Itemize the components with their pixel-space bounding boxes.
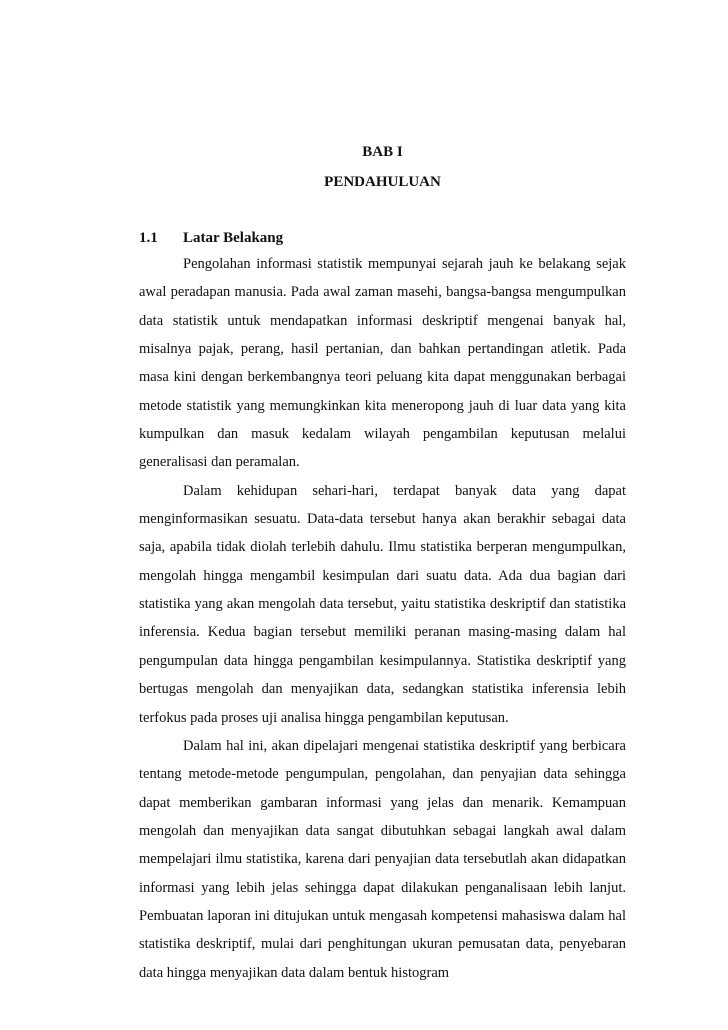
body-text <box>139 250 626 987</box>
section-heading <box>139 226 283 250</box>
chapter-title: PENDAHULUAN <box>324 174 441 190</box>
section-number: 1.1 <box>139 230 158 246</box>
section-title: Latar Belakang <box>183 230 284 246</box>
paragraph: Dalam kehidupan sehari-hari, terdapat banyak data yang dapat menginformasikan sesuatu. Data-data tersebut hanya akan berakhir sebagai data saja, apabila tidak diolah terlebih dahulu. Ilmu statistika berperan mengumpulkan, mengolah hingga mengambil kesimpulan dari suatu data. Ada dua bagian dari statistika yang akan mengolah data tersebut, yaitu statistika deskriptif dan statistika inferensia. Kedua bagian tersebut memiliki peranan masing-masing dalam hal pengumpulan data hingga pengambilan kesimpulannya. Statistika deskriptif yang bertugas mengolah dan menyajikan data, sedangkan statistika inferensia lebih terfokus pada proses uji analisa hingga pengambilan keputusan. <box>139 482 626 726</box>
chapter-heading: BAB I <box>362 144 403 160</box>
paragraph: Dalam hal ini, akan dipelajari mengenai statistika deskriptif yang berbicara tentang metode-metode pengumpulan, pengolahan, dan penyajian data sehingga dapat memberikan gambaran informasi yang jelas dan menarik. Kemampuan mengolah dan menyajikan data sangat dibutuhkan sebagai langkah awal dalam mempelajari ilmu statistika, karena dari penyajian data tersebutlah akan didapatkan informasi yang lebih jelas sehingga dapat dilakukan penganalisaan lebih lanjut. Pembuatan laporan ini ditujukan untuk mengasah kompetensi mahasiswa dalam hal statistika deskriptif, mulai dari penghitungan ukuran pemusatan data, penyebaran data hingga menyajikan data dalam bentuk histogram <box>139 737 626 981</box>
paragraph: Pengolahan informasi statistik mempunyai sejarah jauh ke belakang sejak awal peradapan manusia. Pada awal zaman masehi, bangsa-bangsa mengumpulkan data statistik untuk mendapatkan informasi deskriptif mengenai banyak hal, misalnya pajak, perang, hasil pertanian, dan bahkan pertandingan atletik. Pada masa kini dengan berkembangnya teori peluang kita dapat menggunakan berbagai metode statistik yang memungkinkan kita meneropong jauh di luar data yang kita kumpulkan dan masuk kedalam wilayah pengambilan keputusan melalui generalisasi dan peramalan. <box>139 256 626 471</box>
